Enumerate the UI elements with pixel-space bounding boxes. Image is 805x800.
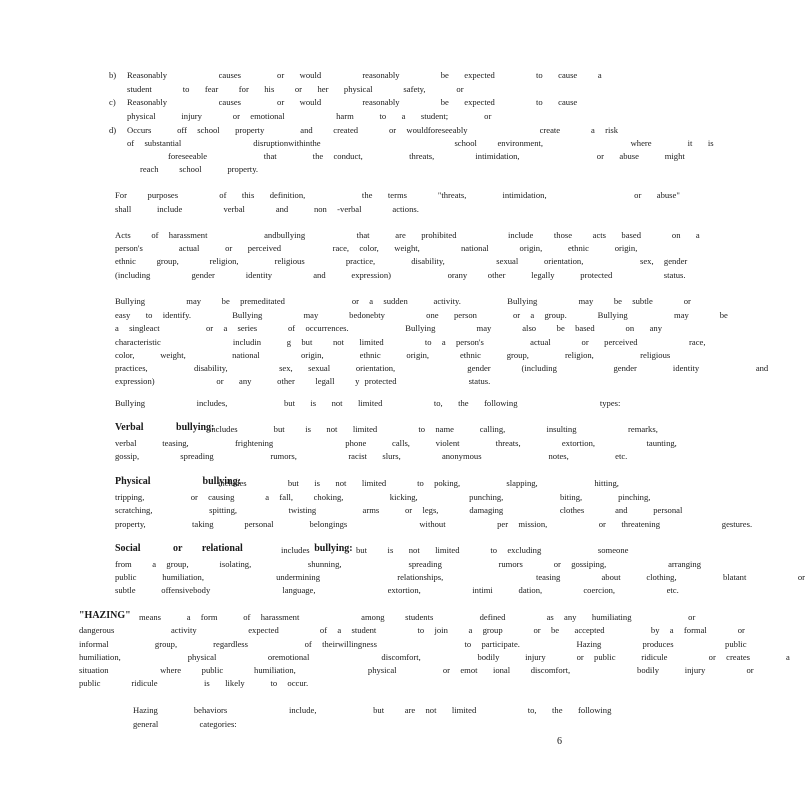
hazing-line-1: means a form of harassment among students defined as any humiliating or — [139, 612, 696, 622]
purposes-line-1: For purposes of this definition, the terms "threats, intimidation, or abuse" — [115, 190, 680, 200]
physical-bullying-heading: Physical bullying: — [115, 476, 241, 487]
bullying-line-1: Bullying may be premeditated or a sudden activity. Bullying may be subtle or — [115, 296, 691, 306]
hazing-line-4: humiliation, physical oremotional discomfort, bodily injury or public ridicule or creates a — [79, 652, 790, 662]
hazing-line-2: dangerous activity expected of a student to join a group or be accepted by a formal or — [79, 625, 745, 635]
bullying-line-7: expression) or any other legall y protected status. — [115, 376, 491, 386]
bullying-line-6: practices, disability, sex, sexual orientation, gender (including gender identity and — [115, 363, 769, 373]
social-line-1: includes but is not limited to excluding someone — [281, 545, 629, 555]
bullying-line-4: characteristic includin g but not limited to a person's actual or perceived race, — [115, 337, 706, 347]
acts-line-3: ethnic group, religion, religious practice, disability, sexual orientation, sex, gender — [115, 256, 688, 266]
social-line-4: subtle offensivebody language, extortion, intimi dation, coercion, etc. — [115, 585, 679, 595]
list-marker-b: b) — [109, 70, 117, 80]
bullying-line-3: a singleact or a series of occurrences. Bullying may also be based on any — [115, 323, 662, 333]
hazing-heading: "HAZING" — [79, 610, 131, 621]
list-item-b-line-1: Reasonably causes or would reasonably be expected to cause a — [127, 70, 602, 80]
hazing-line-5: situation where public humiliation, physical or emot ional discomfort, bodily injury or — [79, 665, 754, 675]
purposes-line-2: shall include verbal and non -verbal actions. — [115, 204, 419, 214]
hazing-behaviors-line-1: Hazing behaviors include, but are not limited to, the following — [133, 705, 612, 715]
acts-line-2: person's actual or perceived race, color, weight, national origin, ethnic origin, — [115, 243, 638, 253]
list-marker-c: c) — [109, 97, 116, 107]
hazing-behaviors-line-2: general categories: — [133, 719, 237, 729]
verbal-line-1: includes but is not limited to name calling, insulting remarks, — [209, 424, 658, 434]
acts-line-4: (including gender identity and expression) orany other legally protected status. — [115, 270, 686, 280]
list-item-d-line-4: reach school property. — [140, 164, 259, 174]
verbal-bullying-heading: Verbal bullying: — [115, 422, 215, 433]
hazing-line-6: public ridicule is likely to occur. — [79, 678, 309, 688]
list-marker-d: d) — [109, 125, 117, 135]
page-number: 6 — [557, 736, 562, 747]
list-item-c-line-1: Reasonably causes or would reasonably be expected to cause — [127, 97, 578, 107]
bullying-line-2: easy to identify. Bullying may bedonebty one person or a group. Bullying may be — [115, 310, 728, 320]
includes-line-1: Bullying includes, but is not limited to, the following types: — [115, 398, 621, 408]
list-item-d-line-1: Occurs off school property and created or wouldforeseeably create a risk — [127, 125, 618, 135]
verbal-line-2: verbal teasing, frightening phone calls, violent threats, extortion, taunting, — [115, 438, 677, 448]
list-item-b-line-2: student to fear for his or her physical safety, or — [127, 84, 464, 94]
social-line-2: from a group, isolating, shunning, spreading rumors or gossiping, arranging — [115, 559, 702, 569]
list-item-d-line-2: of substantial disruptionwithinthe school environment, where it is — [127, 138, 714, 148]
physical-line-4: property, taking personal belongings without per mission, or threatening gestures. — [115, 519, 753, 529]
physical-line-2: tripping, or causing a fall, choking, kicking, punching, biting, pinching, — [115, 492, 651, 502]
bullying-line-5: color, weight, national origin, ethnic origin, ethnic group, religion, religious — [115, 350, 671, 360]
social-bullying-heading: Social or relational bullying: — [115, 543, 353, 554]
physical-line-1: includes but is not limited to poking, slapping, hitting, — [218, 478, 619, 488]
list-item-d-line-3: foreseeable that the conduct, threats, intimidation, or abuse might — [168, 151, 685, 161]
list-item-c-line-2: physical injury or emotional harm to a student; or — [127, 111, 492, 121]
physical-line-3: scratching, spitting, twisting arms or legs, damaging clothes and personal — [115, 505, 683, 515]
hazing-line-3: informal group, regardless of theirwillingness to participate. Hazing produces public — [79, 639, 747, 649]
acts-line-1: Acts of harassment andbullying that are prohibited include those acts based on a — [115, 230, 700, 240]
social-line-3: public humiliation, undermining relationships, teasing about clothing, blatant or — [115, 572, 805, 582]
verbal-line-3: gossip, spreading rumors, racist slurs, anonymous notes, etc. — [115, 451, 628, 461]
